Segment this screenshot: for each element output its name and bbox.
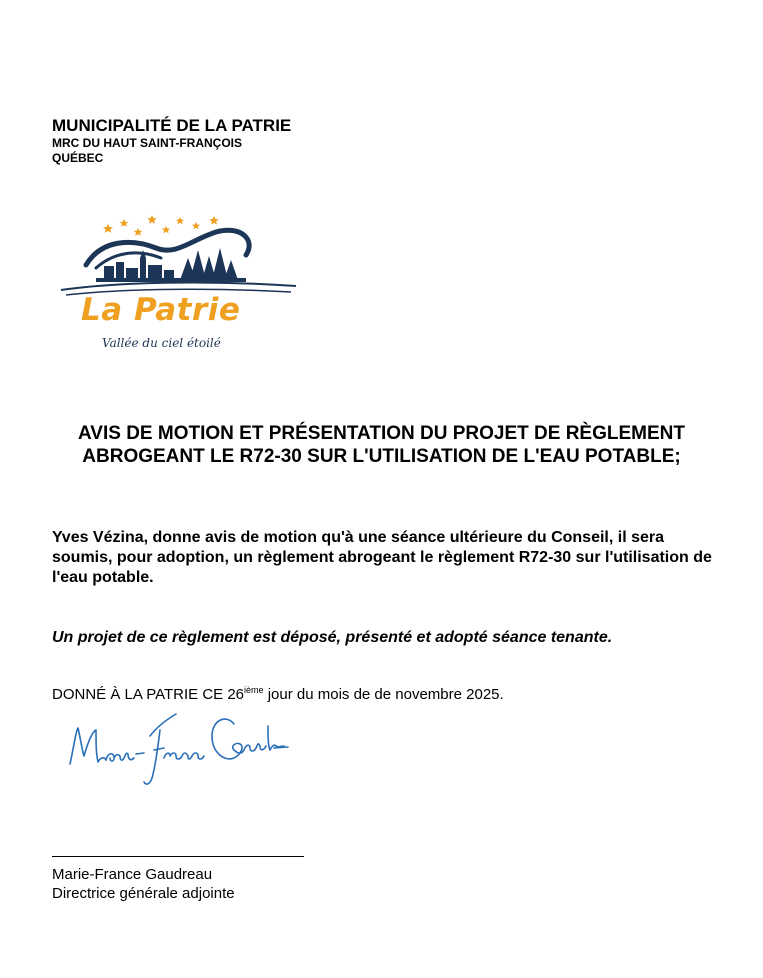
signer-block [52, 865, 235, 903]
star-icon [103, 224, 113, 233]
document-header [52, 116, 291, 166]
star-icon [134, 228, 143, 236]
logo-stars [103, 215, 219, 236]
logo-name: La Patrie [81, 292, 241, 328]
notice-title-line-2: ABROGEANT LE R72-30 SUR L'UTILISATION DE L'EAU POTABLE; [82, 446, 681, 467]
given-prefix: DONNÉ À LA PATRIE CE 26 [52, 686, 245, 703]
mrc-name: MRC DU HAUT SAINT-FRANÇOIS [52, 136, 242, 150]
logo-tagline: Vallée du ciel étoilé [102, 336, 221, 350]
signer-role: Directrice générale adjointe [52, 885, 235, 902]
motion-paragraph: Yves Vézina, donne avis de motion qu'à une séance ultérieure du Conseil, il sera soumis, pour adoption, un règlement abrogeant le règlement R72-30 sur l'utilisation de l'eau potable. [52, 529, 712, 586]
star-icon [176, 217, 184, 224]
signer-name: Marie-France Gaudreau [52, 866, 213, 883]
given-date-line [52, 681, 504, 704]
handwritten-signature [64, 706, 289, 792]
notice-title [40, 422, 723, 468]
signature-line [52, 856, 304, 857]
province-name: QUÉBEC [52, 151, 104, 165]
star-icon [192, 222, 200, 229]
la-patrie-logo [56, 210, 301, 355]
star-icon [120, 219, 129, 227]
given-ordinal-suffix: ième [244, 685, 264, 695]
star-icon [147, 215, 156, 224]
star-icon [209, 216, 218, 225]
deposit-paragraph: Un projet de ce règlement est déposé, présenté et adopté séance tenante. [52, 629, 613, 646]
municipality-name: MUNICIPALITÉ DE LA PATRIE [52, 116, 292, 135]
logo-landscape-icon [56, 210, 301, 300]
given-rest: jour du mois de de novembre 2025. [263, 686, 504, 703]
notice-title-line-1: AVIS DE MOTION ET PRÉSENTATION DU PROJET DE RÈGLEMENT [78, 423, 685, 444]
star-icon [162, 226, 170, 233]
